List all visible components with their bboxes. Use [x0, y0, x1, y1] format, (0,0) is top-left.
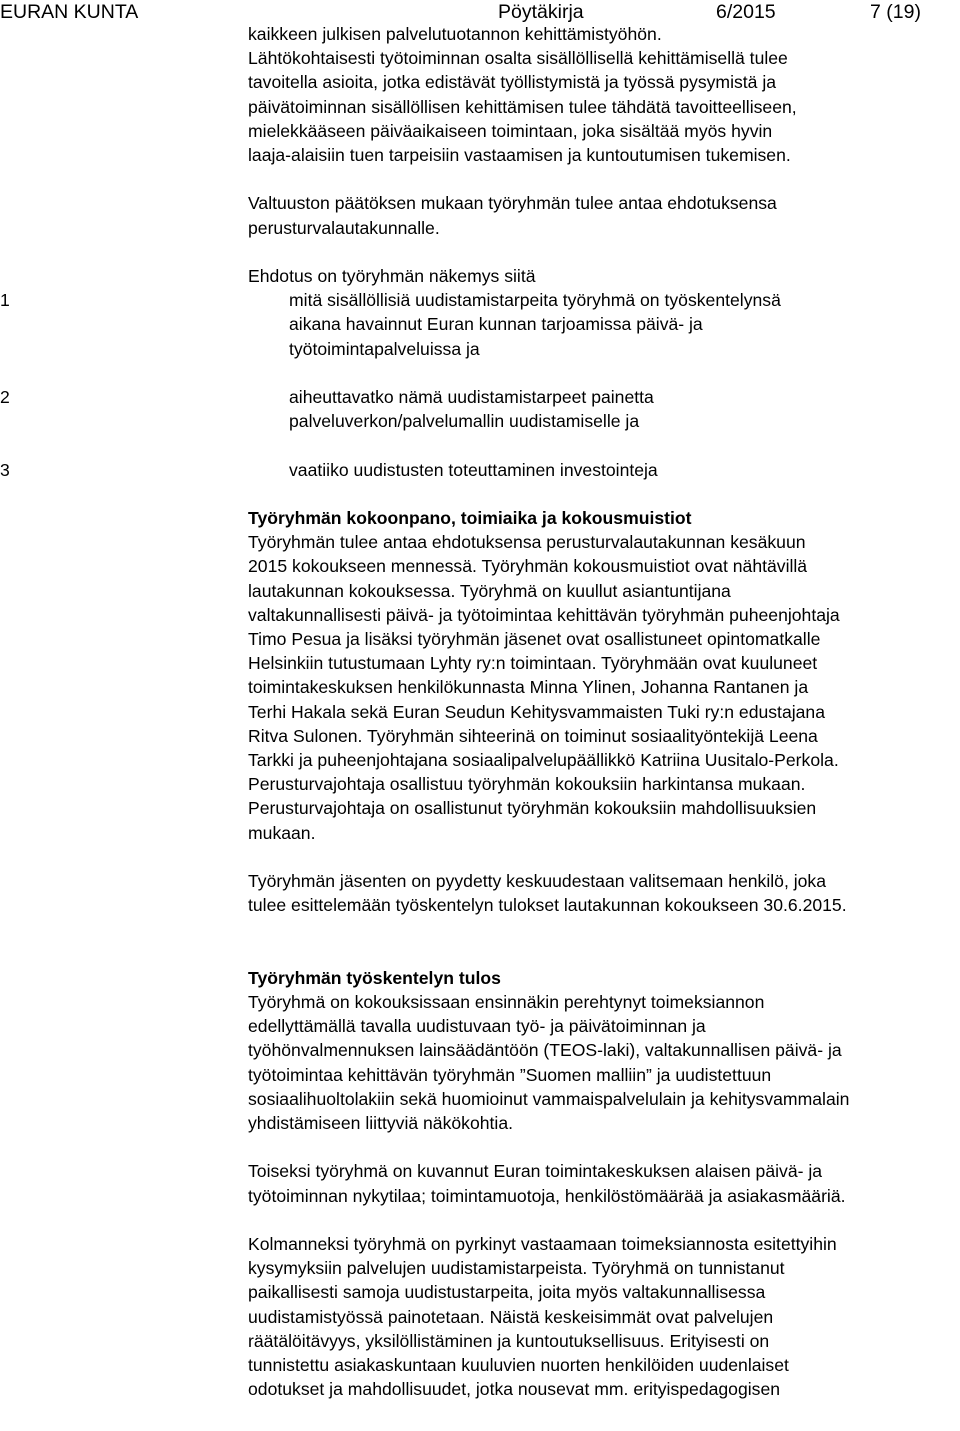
text-line: Perusturvajohtaja on osallistunut työryhmän kokouksiin mahdollisuuksien [248, 798, 817, 819]
text-line: tulee esittelemään työskentelyn tulokset lautakunnan kokoukseen 30.6.2015. [248, 895, 847, 916]
section-heading: Työryhmän työskentelyn tulos [248, 967, 501, 988]
text-line: sosiaalihuoltolakiin sekä huomioinut vammaispalvelulain ja kehitysvammalain [248, 1088, 850, 1109]
text-line: Helsinkiin tutustumaan Lyhty ry:n toimintaan. Työryhmään ovat kuuluneet [248, 653, 818, 674]
results-section [248, 966, 960, 1402]
document-type: Pöytäkirja [498, 1, 584, 23]
text-line: päivätoiminnan sisällöllisen kehittämisen tulee tähdätä tavoitteelliseen, [248, 96, 797, 117]
text-line: aikana havainnut Euran kunnan tarjoamissa päivä- ja [289, 314, 703, 335]
proposal-section [0, 264, 960, 482]
item-number: 3 [0, 459, 10, 480]
text-line: lautakunnan kokouksessa. Työryhmä on kuullut asiantuntijana [248, 580, 731, 601]
text-line: Työryhmän tulee antaa ehdotuksensa perusturvalautakunnan kesäkuun [248, 532, 806, 553]
text-line: valtakunnallisesti päivä- ja työtoimintaa kehittävän työryhmän puheenjohtaja [248, 604, 840, 625]
text-line: mukaan. [248, 822, 316, 843]
text-line: mitä sisällöllisiä uudistamistarpeita työryhmä on työskentelynsä [289, 290, 781, 311]
text-line: Perusturvajohtaja osallistuu työryhmän kokouksiin harkintansa mukaan. [248, 774, 806, 795]
text-line: Lähtökohtaisesti työtoiminnan osalta sisällöllisellä kehittämisellä tulee [248, 48, 788, 69]
document-number: 6/2015 [716, 1, 776, 23]
text-line: laaja-alaisiin tuen tarpeisiin vastaamisen ja kuntoutumisen tukemisen. [248, 145, 791, 166]
text-line: 2015 kokoukseen mennessä. Työryhmän kokousmuistiot ovat nähtävillä [248, 556, 808, 577]
proposal-intro-text: on työryhmän näkemys siitä [312, 266, 536, 286]
text-line: yhdistämiseen liittyviä näkökohtia. [248, 1113, 514, 1134]
text-line: mielekkääseen päiväaikaiseen toimintaan, joka sisältää myös hyvin [248, 120, 773, 141]
text-line: Toiseksi työryhmä on kuvannut Euran toimintakeskuksen alaisen päivä- ja [248, 1161, 823, 1182]
municipality-name: EURAN KUNTA [0, 1, 139, 23]
text-line: Ritva Sulonen. Työryhmän sihteerinä on toiminut sosiaalityöntekijä Leena [248, 725, 818, 746]
text-line: vaatiiko uudistusten toteuttaminen investointeja [289, 459, 658, 480]
text-line: tunnistettu asiakaskuntaan kuuluvien nuorten henkilöiden uudenlaiset [248, 1355, 789, 1376]
numbered-item [0, 385, 960, 433]
text-line: toimintakeskuksen henkilökunnasta Minna Ylinen, Johanna Rantanen ja [248, 677, 809, 698]
text-line: Tarkki ja puheenjohtajana sosiaalipalvelupäällikkö Katriina Uusitalo-Perkola. [248, 750, 839, 771]
text-line: Valtuuston päätöksen mukaan työryhmän tulee antaa ehdotuksensa [248, 193, 777, 214]
text-line: Kolmanneksi työryhmä on pyrkinyt vastaamaan toimeksiannosta esitettyihin [248, 1234, 837, 1254]
text-line: aiheuttavatko nämä uudistamistarpeet painetta [289, 387, 654, 407]
numbered-item [0, 458, 960, 482]
text-line: perusturvalautakunnalle. [248, 217, 440, 238]
section-heading: Työryhmän kokoonpano, toimiaika ja kokousmuistiot [248, 507, 692, 528]
intro-paragraph [248, 22, 960, 167]
text-line: edellyttämällä tavalla uudistuvaan työ- ja päivätoiminnan ja [248, 1016, 706, 1037]
text-line: työtoimintapalveluissa ja [289, 338, 480, 359]
text-line: Terhi Hakala sekä Euran Seudun Kehitysvammaisten Tuki ry:n edustajana [248, 701, 825, 722]
text-line: odotukset ja mahdollisuudet, jotka nousevat mm. erityispedagogisen [248, 1379, 781, 1400]
text-line: työtoimintaa kehittävän työryhmän ”Suomen malliin” ja uudistettuun [248, 1064, 772, 1085]
text-line: Timo Pesua ja lisäksi työryhmän jäsenet ovat osallistuneet opintomatkalle [248, 629, 821, 649]
document-body [0, 22, 960, 1401]
text-line: työhönvalmennuksen lainsäädäntöön (TEOS-laki), valtakunnallisen päivä- ja [248, 1040, 842, 1061]
item-number: 2 [0, 387, 10, 407]
text-line: kysymyksiin palvelujen uudistamistarpeista. Työryhmä on tunnistanut [248, 1258, 785, 1279]
composition-section [248, 506, 960, 917]
text-line: räätälöitävyys, yksilöllistäminen ja kuntoutuksellisuus. Erityisesti on [248, 1330, 770, 1351]
proposal-intro [248, 264, 960, 288]
text-line: palveluverkon/palvelumallin uudistamiselle ja [289, 411, 640, 432]
page-number: 7 (19) [870, 1, 921, 23]
text-line: Työryhmän jäsenten on pyydetty keskuudestaan valitsemaan henkilö, joka [248, 871, 826, 892]
text-line: Työryhmä on kokouksissaan ensinnäkin perehtynyt toimeksiannon [248, 992, 765, 1012]
text-line: tavoitella asioita, jotka edistävät työllistymistä ja työssä pysymistä ja [248, 72, 777, 93]
text-line: työtoiminnan nykytilaa; toimintamuotoja, henkilöstömäärää ja asiakasmääriä. [248, 1185, 846, 1206]
proposal-label: Ehdotus [248, 266, 313, 286]
item-number: 1 [0, 290, 10, 311]
council-decision-paragraph [248, 191, 960, 239]
text-line: uudistamistyössä painotetaan. Näistä keskeisimmät ovat palvelujen [248, 1306, 774, 1327]
numbered-item [0, 288, 960, 361]
text-line: paikallisesti samoja uudistustarpeita, joita myös valtakunnallisessa [248, 1282, 766, 1303]
text-line: kaikkeen julkisen palvelutuotannon kehittämistyöhön. [248, 24, 662, 44]
